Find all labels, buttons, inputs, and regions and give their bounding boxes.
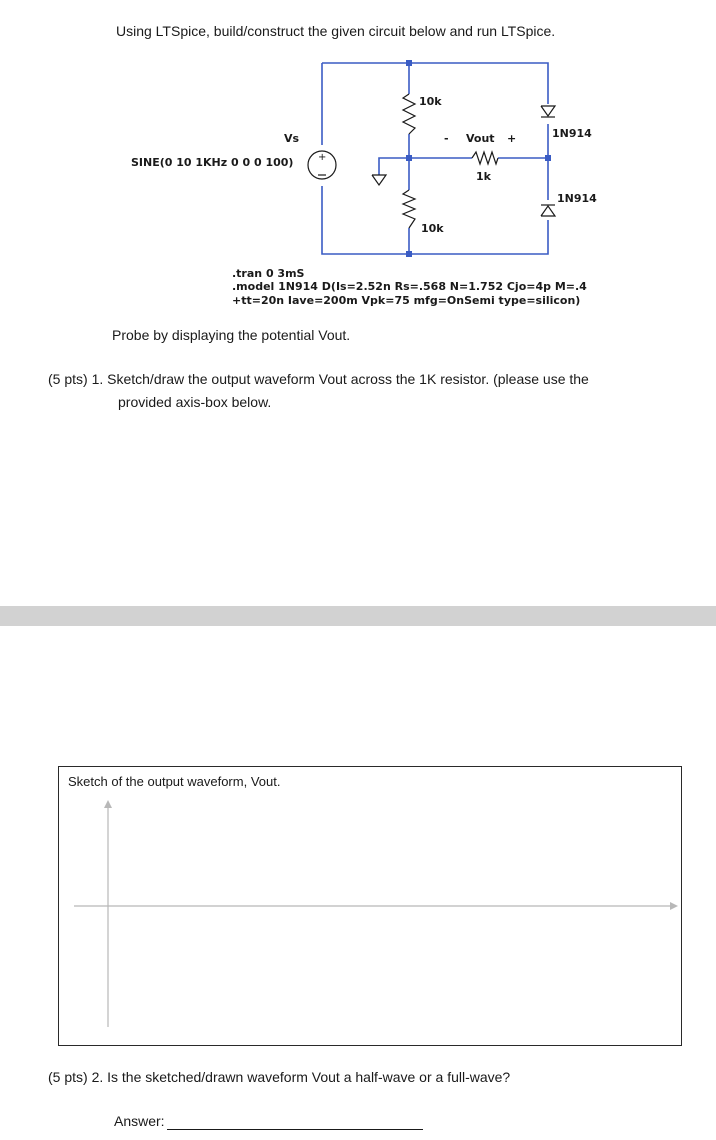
ground-icon: [372, 175, 386, 185]
answer-input-line[interactable]: [167, 1115, 423, 1130]
resistor-load-label: 1k: [476, 170, 491, 183]
node-dot-bottom: [406, 251, 412, 257]
wire-ground-branch: [379, 158, 409, 175]
resistor-top-icon: [403, 94, 415, 134]
diode-bottom-label: 1N914: [557, 192, 597, 205]
source-value-label: SINE(0 10 1KHz 0 0 0 100): [131, 156, 294, 169]
sketch-box-title: Sketch of the output waveform, Vout.: [68, 774, 281, 789]
probe-instruction: Probe by displaying the potential Vout.: [112, 327, 351, 343]
voltage-source-icon: [308, 151, 336, 179]
vout-minus-label: -: [444, 132, 449, 145]
resistor-bottom-icon: [403, 190, 415, 228]
resistor-load-icon: [472, 152, 498, 164]
resistor-bottom-label: 10k: [421, 222, 444, 235]
answer-label: Answer:: [114, 1113, 165, 1129]
spice-model-continuation: +tt=20n Iave=200m Vpk=75 mfg=OnSemi type=silicon): [232, 294, 581, 307]
node-dot-right: [545, 155, 551, 161]
question-1-line-1: (5 pts) 1. Sketch/draw the output waveform Vout across the 1K resistor. (please use the: [48, 371, 589, 387]
node-dot-top: [406, 60, 412, 66]
question-2-text: (5 pts) 2. Is the sketched/drawn waveform Vout a half-wave or a full-wave?: [48, 1069, 511, 1085]
vout-plus-label: +: [507, 132, 517, 145]
resistor-top-label: 10k: [419, 95, 442, 108]
svg-text:+: +: [318, 152, 327, 163]
question-1-line-2: provided axis-box below.: [118, 394, 272, 410]
node-dot-mid: [406, 155, 412, 161]
diode-top-label: 1N914: [552, 127, 592, 140]
spice-model-line: .model 1N914 D(Is=2.52n Rs=.568 N=1.752 Cjo=4p M=.4: [232, 280, 587, 293]
spice-tran-line: .tran 0 3mS: [232, 267, 305, 280]
answer-row: [114, 1112, 423, 1130]
diode-bottom-icon: [541, 205, 555, 216]
page-divider: [0, 606, 716, 626]
instruction-text: Using LTSpice, build/construct the given circuit below and run LTSpice.: [116, 23, 556, 39]
vout-label: Vout: [466, 132, 495, 145]
wire-left-bottom: [322, 186, 548, 254]
diode-top-icon: [541, 106, 555, 117]
source-name-label: Vs: [284, 132, 300, 145]
sketch-box[interactable]: [58, 766, 682, 1046]
circuit-schematic: [0, 0, 716, 320]
